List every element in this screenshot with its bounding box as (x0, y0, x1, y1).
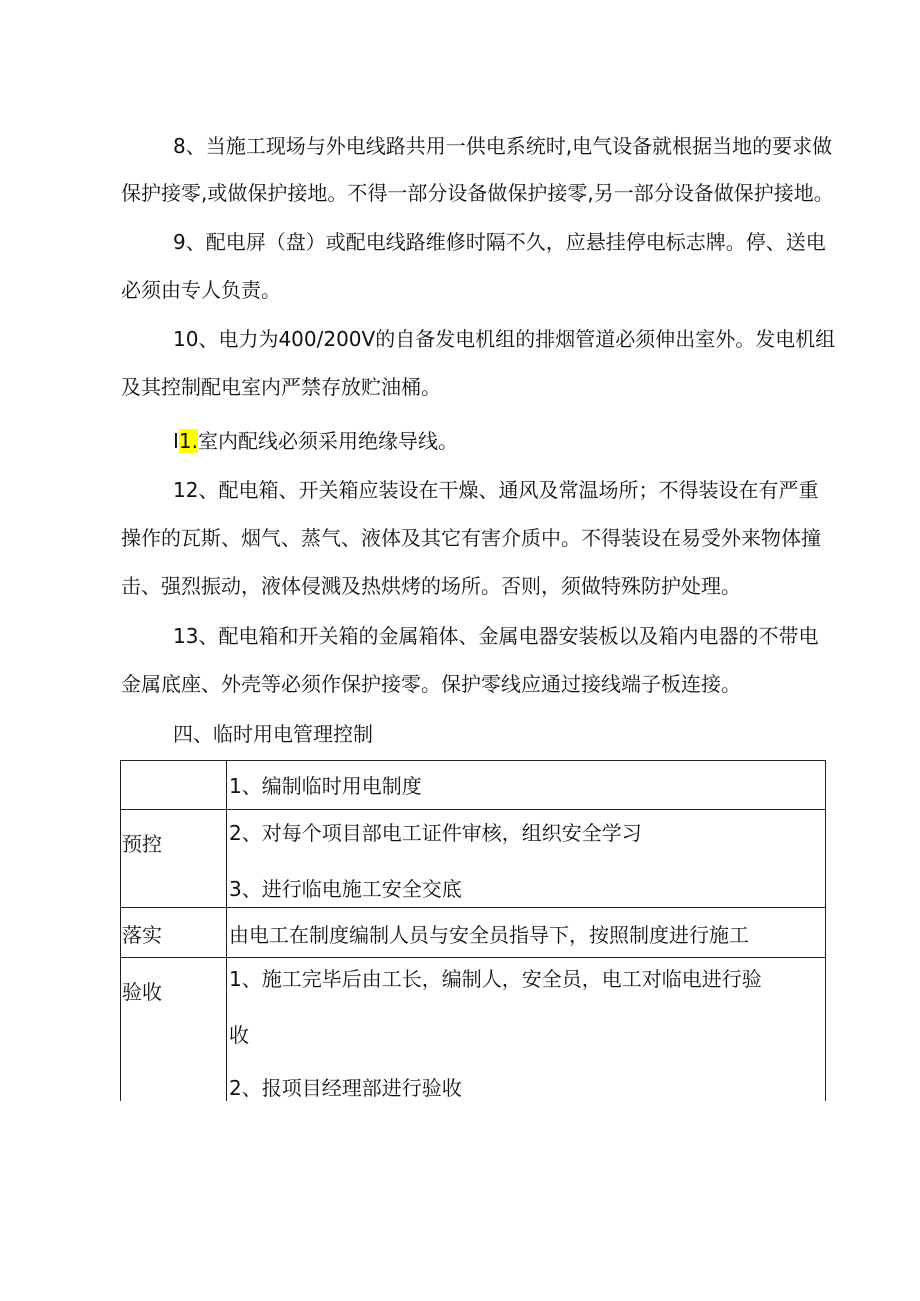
paragraph-8-line-1: 8、当施工现场与外电线路共用一供电系统时,电气设备就根据当地的要求做 (173, 134, 833, 158)
table-cell: 2、对每个项目部电工证件审核，组织安全学习 (229, 821, 642, 845)
table-cell: 2、报项目经理部进行验收 (229, 1076, 462, 1100)
table-row-label: 预控 (122, 832, 162, 856)
highlighted-number: 1. (178, 429, 198, 453)
paragraph-13-line-2: 金属底座、外壳等必须作保护接零。保护零线应通过接线端子板连接。 (121, 672, 741, 696)
table-cell: 由电工在制度编制人员与安全员指导下，按照制度进行施工 (229, 923, 749, 947)
paragraph-10-line-2: 及其控制配电室内严禁存放贮油桶。 (121, 375, 441, 399)
table-row-label: 落实 (122, 923, 162, 947)
paragraph-11 (173, 429, 458, 453)
paragraph-9-line-1: 9、配电屏（盘）或配电线路维修时隔不久，应悬挂停电标志牌。停、送电 (173, 230, 826, 254)
table-cell: 收 (229, 1023, 249, 1047)
table-cell: 1、施工完毕后由工长，编制人，安全员，电工对临电进行验 (229, 967, 762, 991)
paragraph-12-line-2: 操作的瓦斯、烟气、蒸气、液体及其它有害介质中。不得装设在易受外来物体撞 (121, 526, 821, 550)
table-cell: 1、编制临时用电制度 (229, 774, 422, 798)
table-cell: 3、进行临电施工安全交底 (229, 877, 462, 901)
paragraph-13-line-1: 13、配电箱和开关箱的金属箱体、金属电器安装板以及箱内电器的不带电 (173, 624, 819, 648)
paragraph-9-line-2: 必须由专人负责。 (121, 278, 281, 302)
paragraph-12-line-3: 击、强烈振动，液体侵溅及热烘烤的场所。否则，须做特殊防护处理。 (121, 574, 741, 598)
paragraph-11-prefix: I (173, 429, 179, 453)
section-title: 四、临时用电管理控制 (173, 722, 373, 746)
table-row-label: 验收 (122, 980, 162, 1004)
table-border-right (825, 760, 826, 1101)
table-border-left (120, 760, 121, 1101)
paragraph-12-line-1: 12、配电箱、开关箱应装设在干燥、通风及常温场所；不得装设在有严重 (173, 478, 819, 502)
paragraph-8-line-2: 保护接零,或做保护接地。不得一部分设备做保护接零,另一部分设备做保护接地。 (121, 181, 834, 205)
paragraph-10-line-1: 10、电力为400/200V的自备发电机组的排烟管道必须伸出室外。发电机组 (173, 327, 836, 351)
paragraph-11-text: 室内配线必须采用绝缘导线。 (198, 429, 458, 453)
table-column-divider (226, 760, 227, 1101)
